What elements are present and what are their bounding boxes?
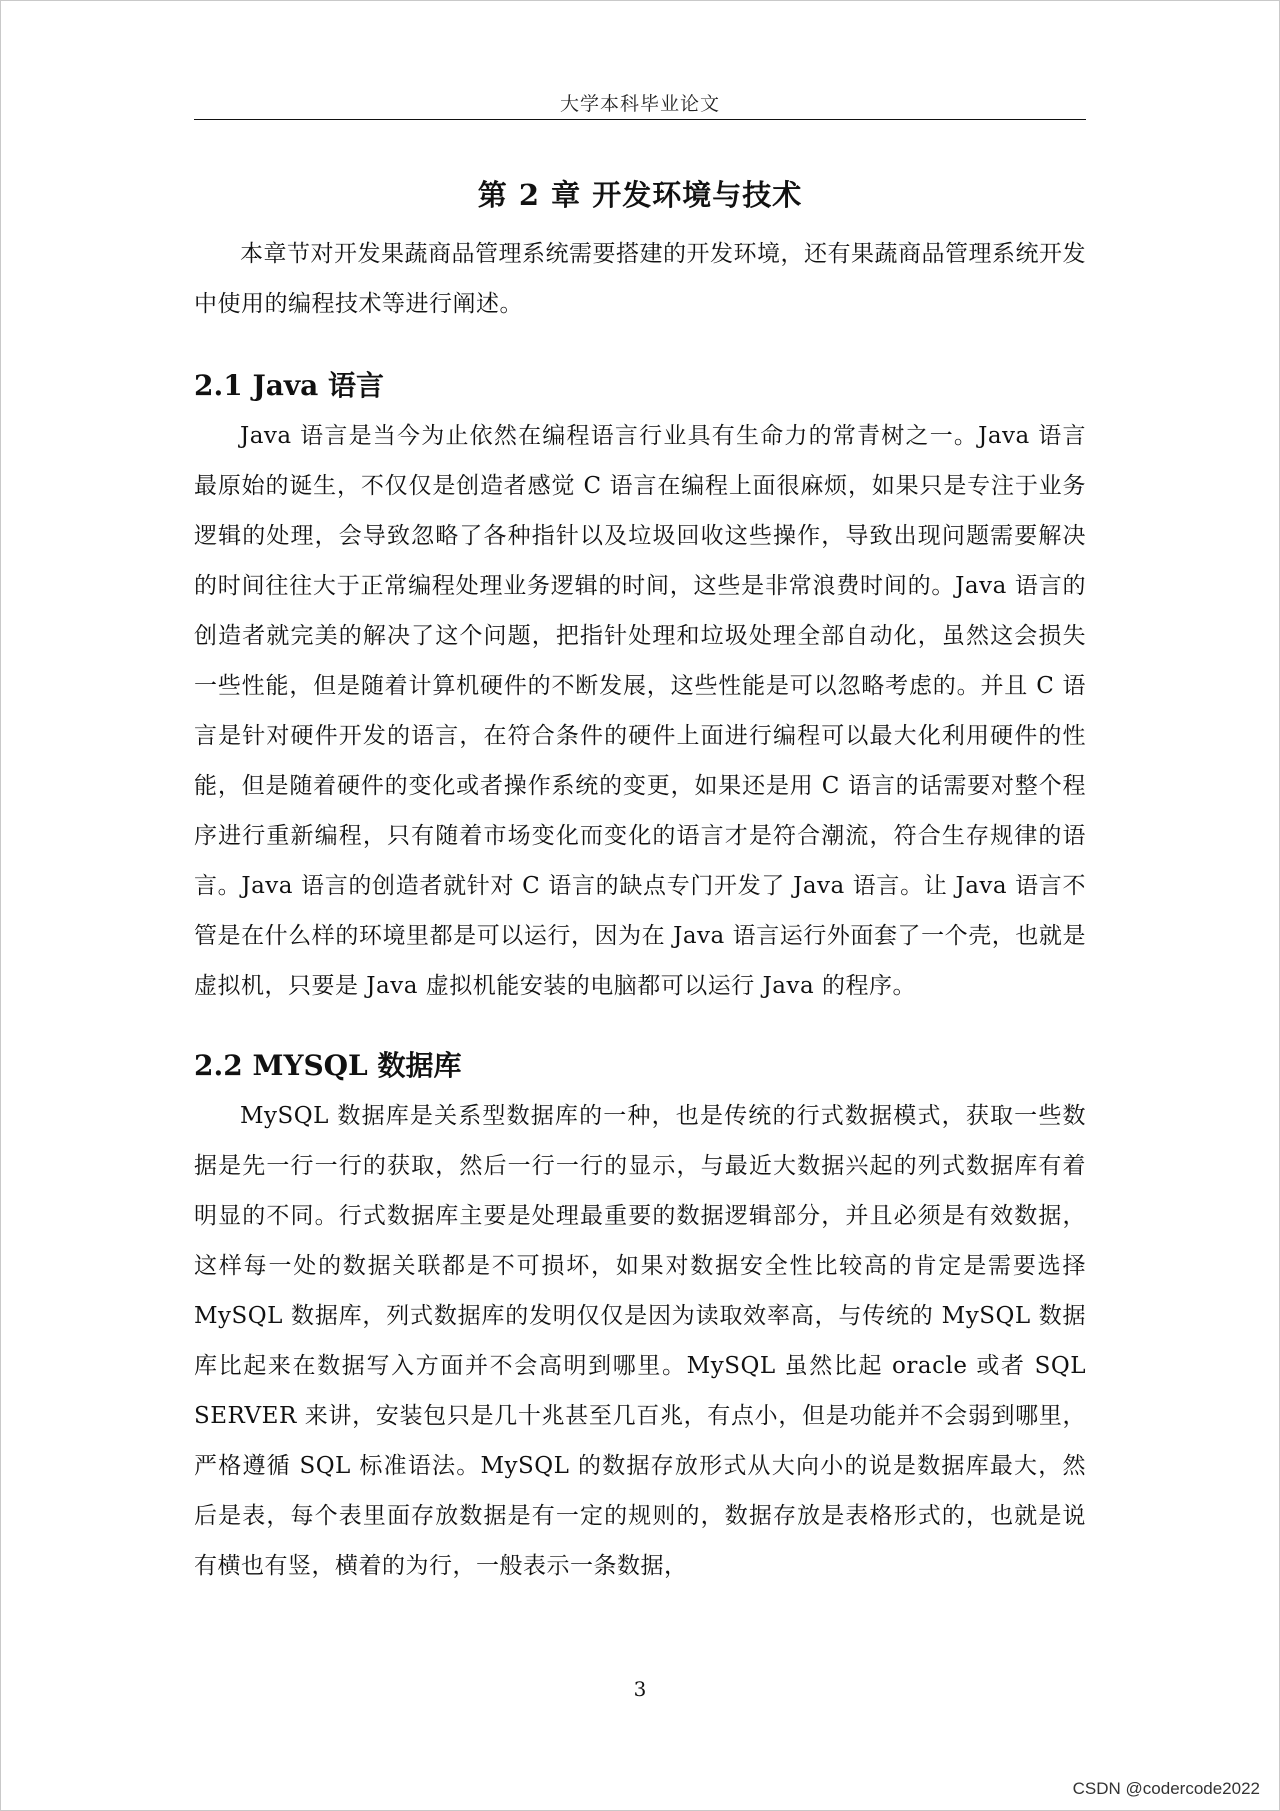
running-header: 大学本科毕业论文 (559, 93, 720, 115)
section-body-java: Java 语言是当今为止依然在编程语言行业具有生命力的常青树之一。Java 语言最原始的诞生，不仅仅是创造者感觉 C 语言在编程上面很麻烦，如果只是专注于业务逻辑的处理，会导致忽略了各种指针以及垃圾回收这些操作，导致出现问题需要解决的时间往往大于正常编程处理业务逻辑的时间，这些是非常浪费时间的。Java 语言的创造者就完美的解决了这个问题，把指针处理和垃圾处理全部自动化，虽然这会损失一些性能，但是随着计算机硬件的不断发展，这些性能是可以忽略考虑的。并且 C 语言是针对硬件开发的语言，在符合条件的硬件上面进行编程可以最大化利用硬件的性能，但是随着硬件的变化或者操作系统的变更，如果还是用 C 语言的话需要对整个程序进行重新编程，只有随着市场变化而变化的语言才是符合潮流，符合生存规律的语言。Java 语言的创造者就针对 C 语言的缺点专门开发了 Java 语言。让 Java 语言不管是在什么样的环境里都是可以运行，因为在 Java 语言运行外面套了一个壳，也就是虚拟机，只要是 Java 虚拟机能安装的电脑都可以运行 Java 的程序。 (194, 423, 1086, 999)
chapter-title: 第 2 章 开发环境与技术 (477, 178, 803, 212)
source-watermark: CSDN @codercode2022 (1072, 1779, 1260, 1798)
header-rule (194, 119, 1086, 120)
page-number: 3 (633, 1677, 647, 1701)
page-content (194, 169, 1086, 1591)
section-body-mysql: MySQL 数据库是关系型数据库的一种，也是传统的行式数据模式，获取一些数据是先一行一行的获取，然后一行一行的显示，与最近大数据兴起的列式数据库有着明显的不同。行式数据库主要是处理最重要的数据逻辑部分，并且必须是有效数据，这样每一处的数据关联都是不可损坏，如果对数据安全性比较高的肯定是需要选择 MySQL 数据库，列式数据库的发明仅仅是因为读取效率高，与传统的 MySQL 数据库比起来在数据写入方面并不会高明到哪里。MySQL 虽然比起 oracle 或者 SQL SERVER 来讲，安装包只是几十兆甚至几百兆，有点小，但是功能并不会弱到哪里，严格遵循 SQL 标准语法。MySQL 的数据存放形式从大向小的说是数据库最大，然后是表，每个表里面存放数据是有一定的规则的，数据存放是表格形式的，也就是说有横也有竖，横着的为行，一般表示一条数据， (194, 1103, 1086, 1579)
chapter-intro-paragraph: 本章节对开发果蔬商品管理系统需要搭建的开发环境，还有果蔬商品管理系统开发中使用的编程技术等进行阐述。 (194, 241, 1086, 317)
section-title-mysql: 2.2 MYSQL 数据库 (194, 1049, 462, 1082)
section-title-java: 2.1 Java 语言 (194, 369, 385, 402)
